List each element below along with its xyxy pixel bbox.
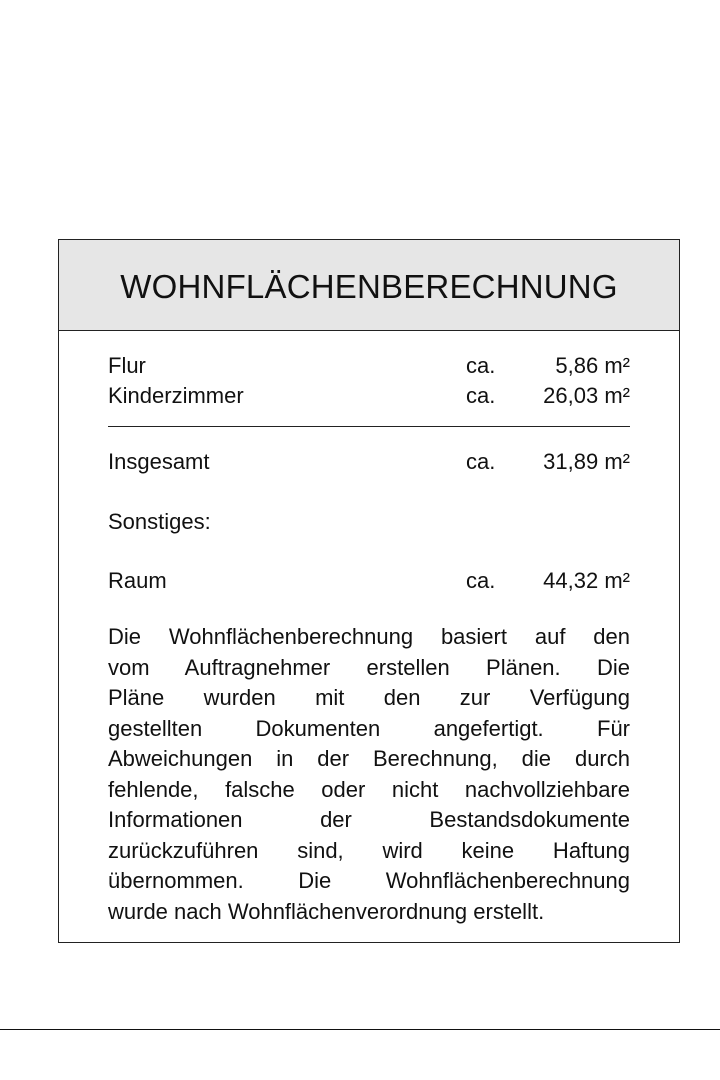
other-heading: Sonstiges:	[108, 509, 211, 534]
other-label: Raum	[108, 568, 167, 593]
approx-prefix: ca.	[466, 353, 496, 378]
note-line: fehlende, falsche oder nicht nachvollziehbare	[108, 776, 630, 802]
other-row	[108, 566, 630, 596]
room-label: Kinderzimmer	[108, 383, 244, 408]
note-line: Die Wohnflächenberechnung basiert auf den	[108, 624, 630, 649]
note-line: zurückzuführen sind, wird keine Haftung	[108, 837, 630, 863]
room-row	[108, 351, 630, 381]
other-area: 44,32 m²	[543, 568, 630, 593]
note-line: vom Auftragnehmer erstellen Plänen. Die	[108, 654, 630, 680]
total-row	[108, 447, 630, 477]
table-header	[59, 240, 679, 331]
approx-prefix: ca.	[466, 383, 496, 408]
note-line: Informationen der Bestandsdokumente	[108, 807, 630, 832]
total-area: 31,89 m²	[543, 449, 630, 474]
other-heading-row	[108, 507, 630, 537]
disclaimer-note	[108, 622, 630, 927]
room-label: Flur	[108, 353, 146, 378]
area-calculation-table	[58, 239, 680, 943]
room-area: 5,86 m²	[555, 353, 630, 378]
approx-prefix: ca.	[466, 449, 496, 474]
note-line: übernommen. Die Wohnflächenberechnung	[108, 868, 630, 893]
note-line: gestellten Dokumenten angefertigt. Für	[108, 715, 630, 741]
note-line: Pläne wurden mit den zur Verfügung	[108, 685, 630, 710]
room-row	[108, 381, 630, 411]
room-area: 26,03 m²	[543, 383, 630, 408]
page-divider	[0, 1029, 720, 1030]
note-line: wurde nach Wohnflächenverordnung erstellt.	[108, 898, 545, 924]
total-label: Insgesamt	[108, 449, 210, 474]
table-title: WOHNFLÄCHENBERECHNUNG	[120, 268, 618, 305]
sum-divider	[108, 426, 630, 427]
note-line: Abweichungen in der Berechnung, die durch	[108, 746, 630, 771]
approx-prefix: ca.	[466, 568, 496, 593]
